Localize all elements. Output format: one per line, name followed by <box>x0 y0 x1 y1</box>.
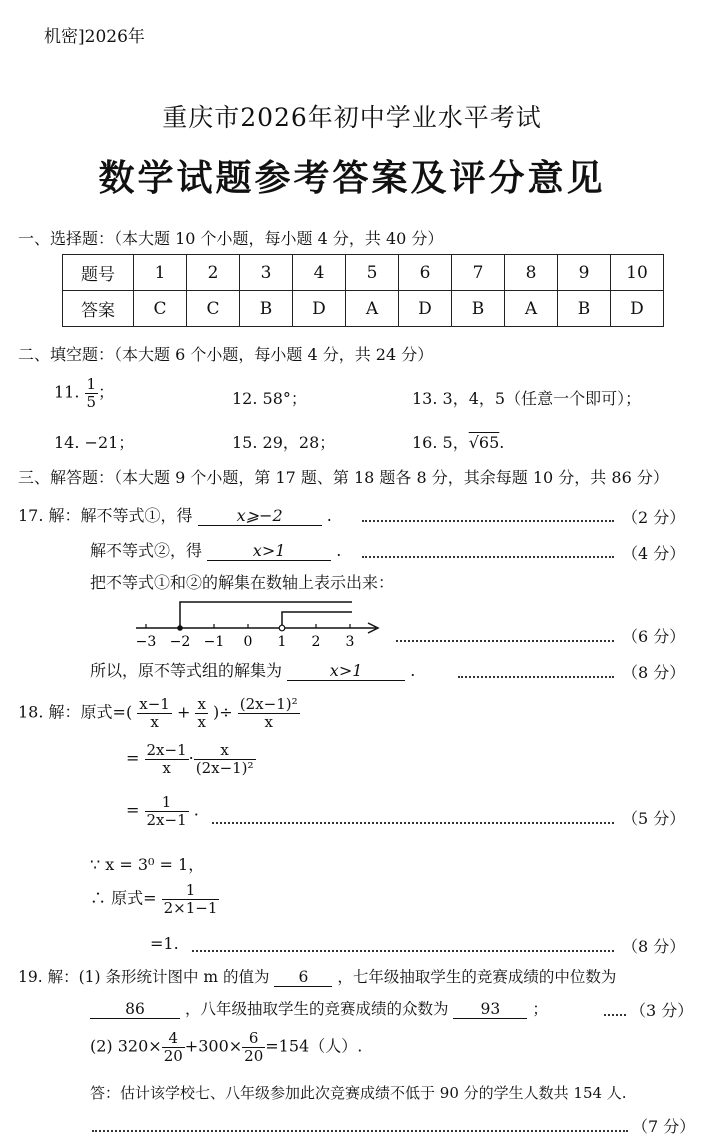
q19-text: ，七年级抽取学生的竞赛成绩的中位数为 <box>337 968 617 986</box>
q17-text: 所以，原不等式组的解集为 <box>90 661 283 680</box>
table-cell: A <box>346 291 399 327</box>
fraction-denominator: 2×1−1 <box>163 898 218 917</box>
table-row <box>63 255 664 291</box>
table-cell: 1 <box>134 255 187 291</box>
dot-leader <box>92 1130 628 1132</box>
score-label: （8 分） <box>622 663 686 682</box>
q19-text: ，八年级抽取学生的竞赛成绩的众数为 <box>184 1000 449 1018</box>
answer-16 <box>412 430 504 453</box>
fraction-numerator: 1 <box>145 794 189 812</box>
tick-label: 0 <box>243 634 253 650</box>
q17-text: 17. 解：解不等式①，得 <box>18 506 193 525</box>
answer-blank: x>1 <box>207 541 331 561</box>
fraction-denominator: x <box>162 758 171 777</box>
fraction-denominator: 2x−1 <box>146 810 187 829</box>
q17-line-5 <box>90 658 415 681</box>
tick-label: −2 <box>169 634 191 650</box>
q19-text: =154（人）. <box>265 1036 363 1056</box>
score-label: （8 分） <box>622 937 686 956</box>
answer-blank: 86 <box>90 1000 180 1019</box>
fraction-numerator: 6 <box>242 1030 265 1048</box>
dot-leader <box>458 676 614 678</box>
closed-point <box>177 625 183 631</box>
q18-line-1 <box>18 696 300 730</box>
q19-conclusion: 答：估计该学校七、八年级参加此次竞赛成绩不低于 90 分的学生人数共 154 人. <box>90 1084 627 1102</box>
fraction-denominator: x <box>197 712 206 731</box>
table-cell: D <box>293 291 346 327</box>
answer-13: 13. 3，4，5（任意一个即可）； <box>412 389 642 408</box>
operator: = <box>126 800 140 820</box>
fraction-denominator: 20 <box>163 1046 183 1065</box>
table-cell: 答案 <box>63 291 134 327</box>
q19-line-2 <box>90 997 548 1019</box>
q18-text: 18. 解：原式=( <box>18 702 133 722</box>
punctuation: . <box>410 661 416 680</box>
table-cell: 7 <box>452 255 505 291</box>
punctuation: ； <box>98 382 115 402</box>
square-root: √65 <box>468 433 500 452</box>
punctuation: ； <box>532 1000 548 1018</box>
operator: = <box>126 748 140 768</box>
tick-label: −3 <box>135 634 157 650</box>
fraction-numerator: 4 <box>162 1030 185 1048</box>
q19-line-3 <box>90 1030 362 1064</box>
section-heading-fill: 二、填空题：（本大题 6 个小题，每小题 4 分，共 24 分） <box>18 345 434 364</box>
score-label: （2 分） <box>622 508 686 527</box>
table-cell: 8 <box>505 255 558 291</box>
table-cell: 10 <box>611 255 664 291</box>
q18-text: ∴ 原式= <box>90 888 157 908</box>
fraction-numerator: 1 <box>162 882 220 900</box>
open-point <box>279 625 285 631</box>
score-label: （3 分） <box>630 1001 694 1020</box>
table-cell: 9 <box>558 255 611 291</box>
dot-leader <box>192 950 614 952</box>
score-label: （6 分） <box>622 627 686 646</box>
q19-line-1 <box>18 965 616 987</box>
fraction-denominator: 5 <box>86 392 97 411</box>
q19-text: 19. 解：(1) 条形统计图中 m 的值为 <box>18 968 270 986</box>
q17-text: 解不等式②，得 <box>90 541 203 560</box>
answer-blank: 6 <box>274 968 332 987</box>
q18-line-3 <box>126 794 199 828</box>
dot-leader <box>212 822 614 824</box>
q18-line-2 <box>126 742 256 776</box>
section-heading-choice: 一、选择题：（本大题 10 个小题，每小题 4 分，共 40 分） <box>18 229 444 248</box>
dot-leader <box>396 640 614 642</box>
dot-leader <box>362 556 614 558</box>
tick-label: 3 <box>345 634 355 650</box>
number-line <box>130 596 390 652</box>
table-cell: C <box>134 291 187 327</box>
fraction-denominator: x <box>264 712 273 731</box>
fraction-denominator: 20 <box>244 1046 264 1065</box>
answer-12: 12. 58°； <box>232 389 307 408</box>
question-number: 11. <box>54 382 80 402</box>
tick-label: 2 <box>311 634 321 650</box>
table-cell: A <box>505 291 558 327</box>
document-header: 机密]2026年 <box>44 27 145 47</box>
fraction-numerator: x <box>197 695 206 713</box>
punctuation: . <box>193 800 199 820</box>
q19-text: (2) 320× <box>90 1036 162 1056</box>
table-cell: D <box>399 291 452 327</box>
table-cell: 4 <box>293 255 346 291</box>
operator: · <box>188 748 194 768</box>
punctuation: . <box>336 541 342 560</box>
solution-set-1 <box>180 602 352 628</box>
fraction-numerator: (2x−1)² <box>239 695 298 713</box>
table-cell: 2 <box>187 255 240 291</box>
table-cell: 题号 <box>63 255 134 291</box>
fraction-denominator: x <box>150 712 159 731</box>
q17-line-2 <box>90 538 341 561</box>
fraction-numerator: x <box>194 742 256 760</box>
tick-label: −1 <box>203 634 225 650</box>
score-label: （7 分） <box>632 1117 696 1136</box>
fraction-numerator: x−1 <box>139 695 170 713</box>
operator: )÷ <box>213 702 233 722</box>
table-cell: C <box>187 291 240 327</box>
q19-text: +300× <box>184 1036 243 1056</box>
score-label: （4 分） <box>622 544 686 563</box>
q17-line-3: 把不等式①和②的解集在数轴上表示出来： <box>90 573 395 592</box>
table-cell: B <box>452 291 505 327</box>
table-cell: B <box>240 291 293 327</box>
fraction-denominator: (2x−1)² <box>195 758 254 777</box>
punctuation: . <box>499 433 505 452</box>
table-cell: B <box>558 291 611 327</box>
table-cell: 5 <box>346 255 399 291</box>
solution-set-2 <box>282 612 352 628</box>
table-cell: D <box>611 291 664 327</box>
document-title: 数学试题参考答案及评分意见 <box>98 157 606 199</box>
answer-table <box>62 254 664 327</box>
answer-text: 16. 5， <box>412 433 469 452</box>
answer-14: 14. −21； <box>54 433 135 452</box>
answer-blank: x⩾−2 <box>198 506 322 526</box>
section-heading-solve: 三、解答题：（本大题 9 个小题，第 17 题、第 18 题各 8 分，其余每题 10 分，共 86 分） <box>18 468 669 487</box>
dot-leader <box>362 520 614 522</box>
answer-blank: 93 <box>453 1000 527 1019</box>
q18-line-5 <box>90 882 219 916</box>
table-cell: 3 <box>240 255 293 291</box>
punctuation: . <box>326 506 332 525</box>
fraction-numerator: 2x−1 <box>146 741 187 759</box>
answer-11 <box>54 376 114 410</box>
operator: + <box>176 702 191 722</box>
fraction-numerator: 1 <box>86 375 97 393</box>
answer-blank: x>1 <box>287 661 405 681</box>
score-label: （5 分） <box>622 809 686 828</box>
answer-15: 15. 29，28； <box>232 433 336 452</box>
tick-label: 1 <box>277 634 287 650</box>
dot-leader <box>604 1014 626 1016</box>
q17-line-1 <box>18 503 332 526</box>
q18-line-4: ∵ x = 3⁰ = 1， <box>90 855 205 874</box>
table-cell: 6 <box>399 255 452 291</box>
table-row <box>63 291 664 327</box>
exam-title: 重庆市2026年初中学业水平考试 <box>162 103 542 132</box>
q18-line-6: =1. <box>150 934 179 953</box>
